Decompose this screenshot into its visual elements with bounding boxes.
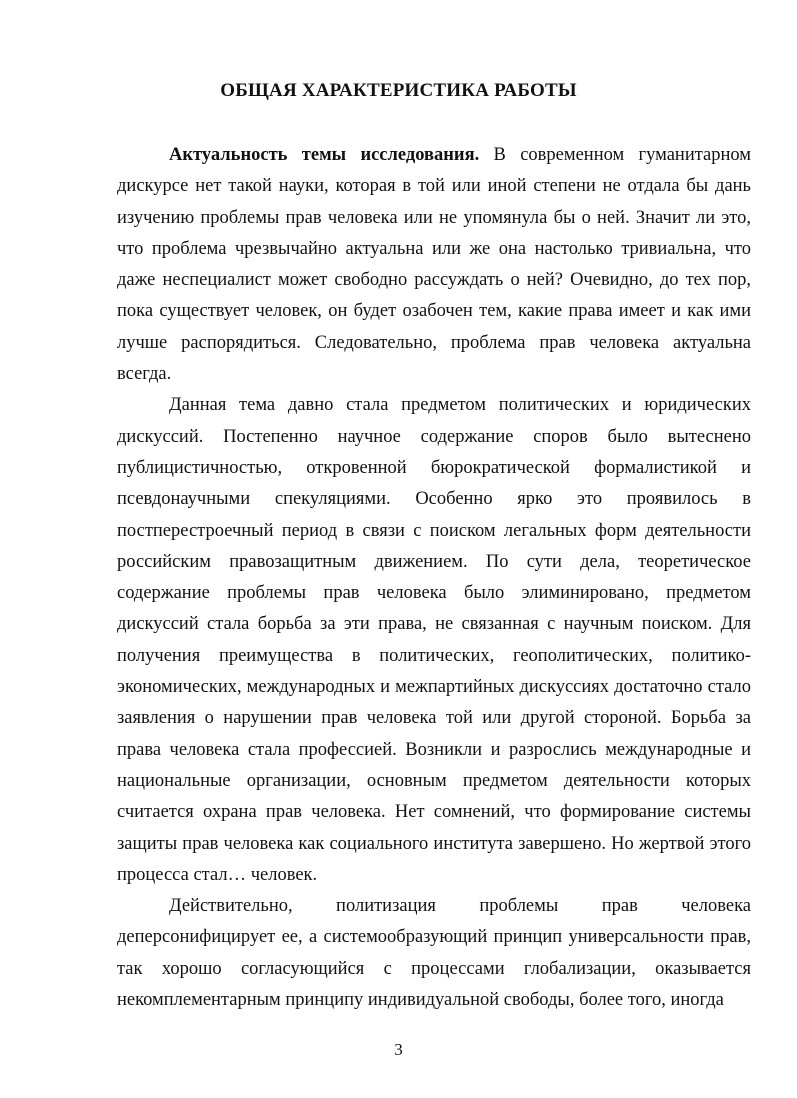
paragraph-relevance [117, 140, 751, 390]
page-number: 3 [394, 1040, 403, 1059]
paragraph-politicization: Действительно, политизация проблемы прав человека деперсонифицирует ее, а системообразующий принцип универсальности прав, так хорошо согласующийся с процессами глобализации, оказывается некомплементарным принципу индивидуальной свободы, более того, иногда [117, 896, 751, 1011]
paragraph-text: В современном гуманитарном дискурсе нет такой науки, которая в той или иной степени не отдала бы дань изучению проблемы прав человека или не упомянула бы о ней. Значит ли это, что проблема чрезвычайно актуальна или же она настолько тривиальна, что даже неспециалист может свободно рассуждать о ней? Очевидно, до тех пор, пока существует человек, он будет озабочен тем, какие права имеет и как ими лучше распорядиться. Следовательно, проблема прав человека актуальна всегда. [117, 145, 751, 385]
relevance-heading: Актуальность темы исследования. [169, 145, 480, 165]
body-text [117, 140, 751, 1016]
paragraph-topic-history: Данная тема давно стала предметом политических и юридических дискуссий. Постепенно научное содержание споров было вытеснено публицистичностью, откровенной бюрократической формалистикой и псевдонаучными спекуляциями. Особенно ярко это проявилось в постперестроечный период в связи с поиском легальных форм деятельности российским правозащитным движением. По сути дела, теоретическое содержание проблемы прав человека было элиминировано, предметом дискуссий стала борьба за эти права, не связанная с научным поиском. Для получения преимущества в политических, геополитических, политико-экономических, международных и межпартийных дискуссиях достаточно стало заявления о нарушении прав человека той или другой стороной. Борьба за права человека стала профессией. Возникли и разрослись международные и национальные организации, основным предметом деятельности которых считается охрана прав человека. Нет сомнений, что формирование системы защиты прав человека как социального института завершено. Но жертвой этого процесса стал… человек. [117, 395, 751, 885]
page-title: ОБЩАЯ ХАРАКТЕРИСТИКА РАБОТЫ [220, 80, 577, 101]
